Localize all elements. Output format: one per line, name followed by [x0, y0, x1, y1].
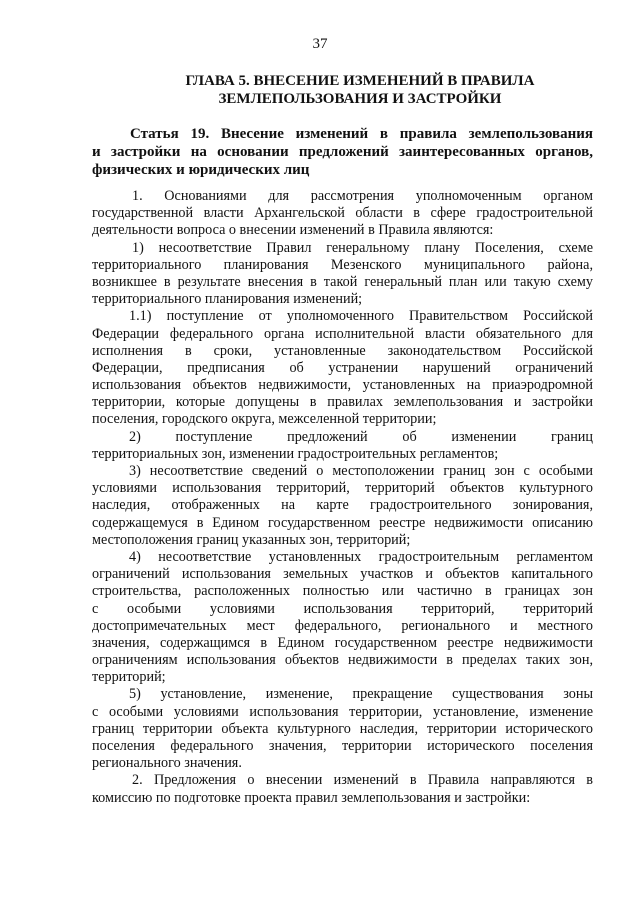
body-line: с особыми условиями использования территории, установление, изменение: [92, 703, 593, 720]
article-body: [92, 188, 593, 807]
body-line: местоположения границ указанных зон, территорий;: [92, 531, 411, 548]
body-line: государственной власти Архангельской области в сфере градостроительной: [92, 205, 593, 222]
body-line: ограничениям использования объектов недвижимости в пределах таких зон,: [92, 652, 593, 669]
body-line: 1) несоответствие Правил генеральному плану Поселения, схеме: [132, 239, 593, 256]
body-line: территориальных зон, изменении градостроительных регламентов;: [92, 445, 499, 462]
body-line: территориального планирования Мезенского муниципального района,: [92, 256, 593, 273]
body-line: с особыми условиями использования территорий, территорий: [92, 600, 593, 617]
body-line: возникшее в результате внесения в такой генеральный план или такую схему: [92, 273, 593, 290]
body-line: Федерации федерального органа исполнительной власти обязательного для: [92, 325, 593, 342]
body-line: наследия, отображенных на карте градостроительного зонирования,: [92, 497, 593, 514]
body-line: условиями использования территорий, территорий объектов культурного: [92, 480, 593, 497]
body-line: 3) несоответствие сведений о местоположении границ зон с особыми: [129, 463, 593, 479]
body-line: исполнения в сроки, установленные законодательством Российской: [92, 342, 593, 359]
body-line: ограничений использования земельных участков и объектов капитального: [92, 566, 593, 583]
chapter-title: [150, 72, 570, 108]
body-line: территорий;: [92, 669, 166, 686]
body-line: строительства, расположенных полностью или частично в границах зон: [92, 583, 593, 600]
body-line: регионального значения.: [92, 755, 242, 772]
body-line: значения, содержащимся в Едином государственном реестре недвижимости: [92, 634, 593, 651]
chapter-title-line-1: ГЛАВА 5. ВНЕСЕНИЕ ИЗМЕНЕНИЙ В ПРАВИЛА: [185, 73, 535, 89]
body-line: 1.1) поступление от уполномоченного Правительством Российской: [129, 308, 593, 325]
article-title-line-1: Статья 19. Внесение изменений в правила землепользования: [130, 126, 593, 142]
article-title-line-3: физических и юридических лиц: [92, 162, 310, 178]
body-line: Федерации, предписания об устранении нарушений ограничений: [92, 359, 593, 376]
body-line: 5) установление, изменение, прекращение существования зоны: [129, 686, 593, 703]
body-line: деятельности вопроса о внесении изменений в Правила являются:: [92, 222, 494, 239]
body-line: территории, которые допущены в правилах землепользования и застройки: [92, 394, 593, 411]
body-line: 4) несоответствие установленных градостроительным регламентом: [129, 548, 593, 565]
body-line: границ территории объекта культурного наследия, территории исторического: [92, 720, 593, 737]
body-line: комиссию по подготовке проекта правил землепользования и застройки:: [92, 789, 531, 806]
article-title-line-2: и застройки на основании предложений заинтересованных органов,: [92, 144, 593, 160]
body-line: 1. Основаниями для рассмотрения уполномоченным органом: [132, 188, 593, 204]
body-line: территориального планирования изменений;: [92, 291, 363, 308]
article-title: [92, 125, 593, 179]
body-line: 2) поступление предложений об изменении границ: [129, 428, 593, 445]
body-line: использования объектов недвижимости, установленных на приаэродромной: [92, 377, 593, 394]
chapter-title-line-2: ЗЕМЛЕПОЛЬЗОВАНИЯ И ЗАСТРОЙКИ: [218, 91, 502, 107]
body-line: достопримечательных мест федерального, регионального и местного: [92, 617, 593, 634]
body-line: содержащемуся в Едином государственном реестре недвижимости описанию: [92, 514, 593, 531]
body-line: поселения, городского округа, межселенной территории;: [92, 411, 437, 428]
body-line: 2. Предложения о внесении изменений в Правила направляются в: [132, 772, 593, 789]
page-number: 37: [312, 36, 328, 52]
body-line: поселения федерального значения, территории исторического поселения: [92, 738, 593, 754]
